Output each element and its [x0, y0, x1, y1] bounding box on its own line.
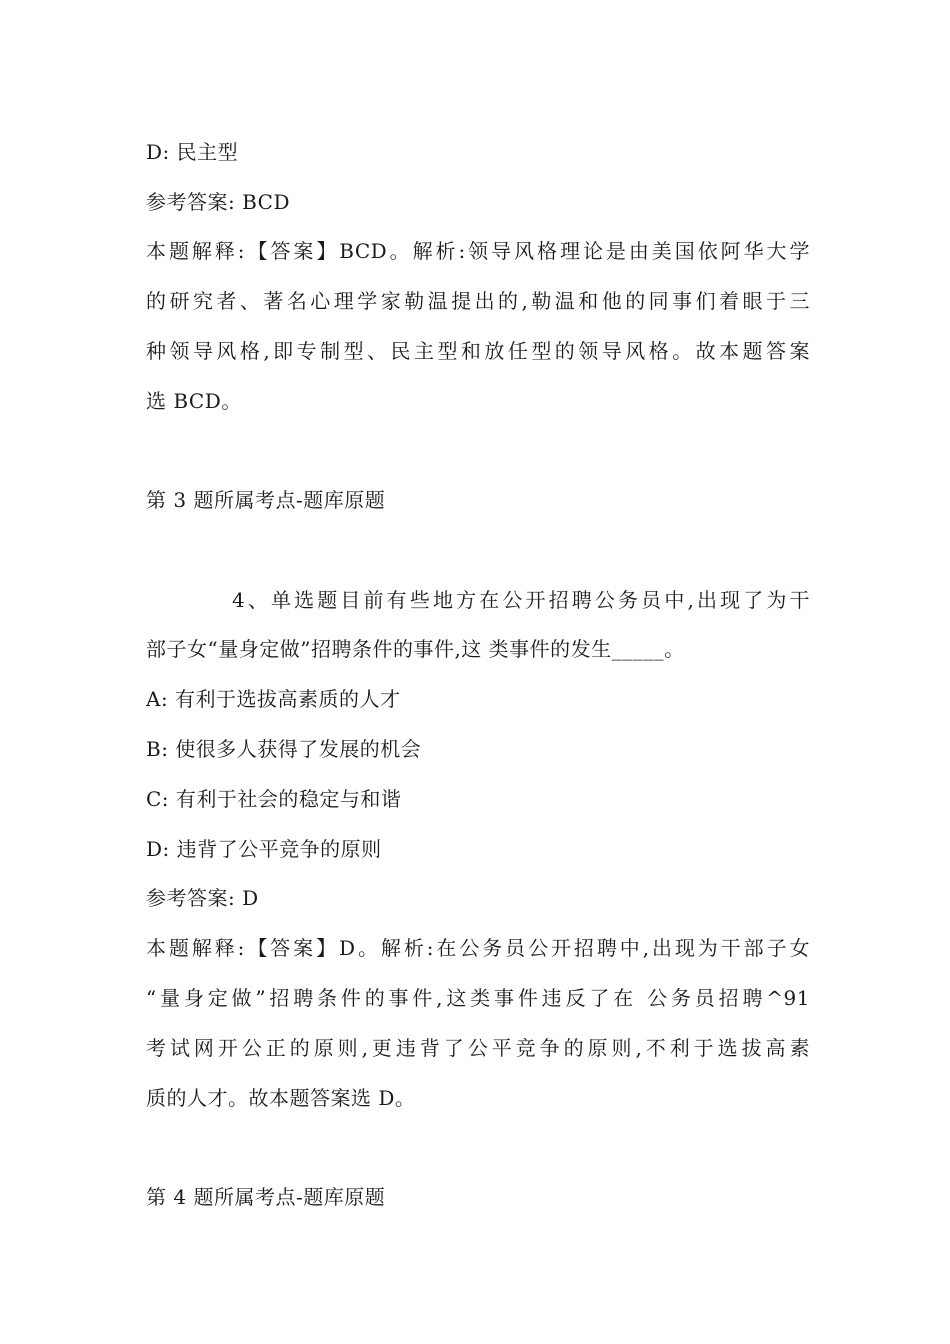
q4-option-b: B: 使很多人获得了发展的机会	[146, 737, 422, 761]
q3-explanation-line-1: 本题解释:【答案】BCD。解析:领导风格理论是由美国依阿华大学	[146, 239, 810, 263]
q3-knowledge-point: 第 3 题所属考点-题库原题	[146, 488, 386, 512]
q4-explanation-line-3: 考试网开公正的原则,更违背了公平竞争的原则,不利于选拔高素	[146, 1036, 810, 1060]
q4-option-d: D: 违背了公平竞争的原则	[146, 837, 382, 861]
q4-explanation-line-2: “量身定做”招聘条件的事件,这类事件违反了在 公务员招聘^91	[146, 986, 810, 1010]
q4-explanation-line-1: 本题解释:【答案】D。解析:在公务员公开招聘中,出现为干部子女	[146, 936, 810, 960]
q4-knowledge-point: 第 4 题所属考点-题库原题	[146, 1185, 386, 1209]
q4-stem-line-2: 部子女“量身定做”招聘条件的事件,这 类事件的发生_____。	[146, 637, 685, 661]
q4-answer: 参考答案: D	[146, 886, 259, 910]
q3-explanation-line-2: 的研究者、著名心理学家勒温提出的,勒温和他的同事们着眼于三	[146, 289, 810, 313]
q3-explanation-line-4: 选 BCD。	[146, 389, 242, 413]
q3-answer: 参考答案: BCD	[146, 190, 291, 214]
q4-option-c: C: 有利于社会的稳定与和谐	[146, 787, 402, 811]
q4-stem-line-1: 4、单选题目前有些地方在公开招聘公务员中,出现了为干	[232, 588, 810, 612]
q4-option-a: A: 有利于选拔高素质的人才	[146, 687, 401, 711]
q4-explanation-line-4: 质的人才。故本题答案选 D。	[146, 1086, 416, 1110]
q3-explanation-line-3: 种领导风格,即专制型、民主型和放任型的领导风格。故本题答案	[146, 339, 810, 363]
q3-option-d: D: 民主型	[146, 140, 239, 164]
